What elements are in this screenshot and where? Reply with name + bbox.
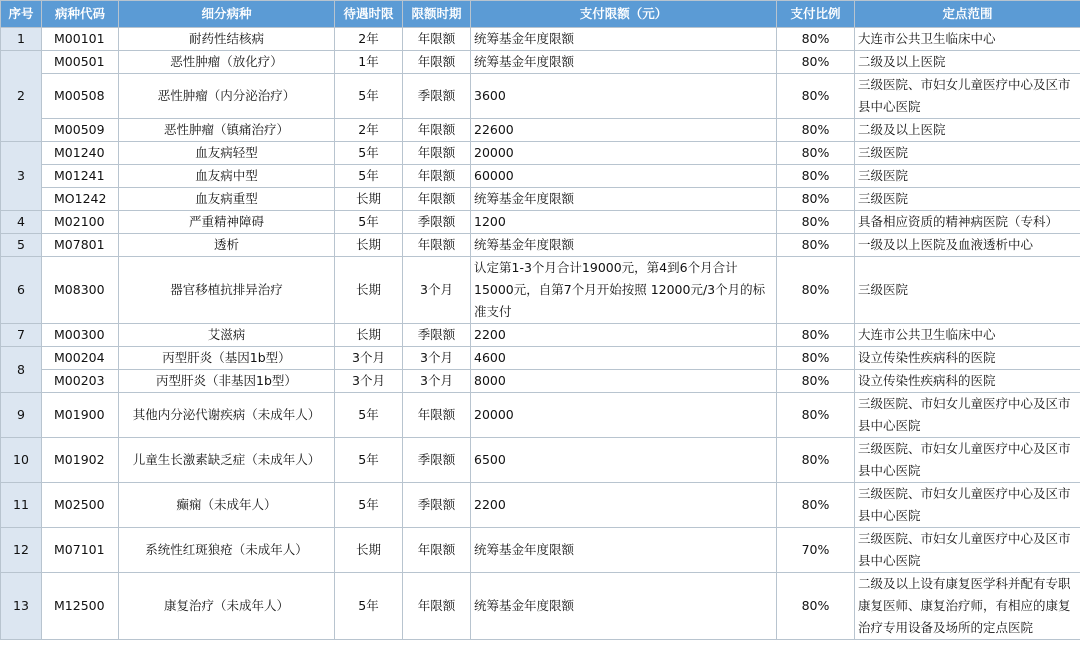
limit-cell: 60000 xyxy=(471,165,777,188)
limit-cell: 统筹基金年度限额 xyxy=(471,528,777,573)
table-row xyxy=(1,188,1080,211)
scope-cell: 大连市公共卫生临床中心 xyxy=(855,324,1080,347)
scope-cell: 二级及以上医院 xyxy=(855,51,1080,74)
scope-cell: 三级医院、市妇女儿童医疗中心及区市县中心医院 xyxy=(855,483,1080,528)
table-row xyxy=(1,573,1080,640)
period-cell: 3个月 xyxy=(403,347,471,370)
seq-cell: 7 xyxy=(1,324,42,347)
scope-cell: 设立传染性疾病科的医院 xyxy=(855,347,1080,370)
seq-cell: 11 xyxy=(1,483,42,528)
ratio-cell: 80% xyxy=(777,324,855,347)
code-cell: M00300 xyxy=(42,324,119,347)
scope-cell: 三级医院 xyxy=(855,188,1080,211)
name-cell: 癫痫（未成年人） xyxy=(119,483,335,528)
term-cell: 3个月 xyxy=(335,370,403,393)
ratio-cell: 80% xyxy=(777,142,855,165)
period-cell: 季限额 xyxy=(403,438,471,483)
limit-cell: 统筹基金年度限额 xyxy=(471,573,777,640)
code-cell: M08300 xyxy=(42,257,119,324)
table-row xyxy=(1,211,1080,234)
code-cell: M02100 xyxy=(42,211,119,234)
name-cell: 其他内分泌代谢疾病（未成年人） xyxy=(119,393,335,438)
period-cell: 3个月 xyxy=(403,257,471,324)
table-row xyxy=(1,74,1080,119)
limit-cell: 2200 xyxy=(471,483,777,528)
table-row xyxy=(1,347,1080,370)
ratio-cell: 80% xyxy=(777,257,855,324)
code-cell: M00101 xyxy=(42,28,119,51)
ratio-cell: 80% xyxy=(777,393,855,438)
code-cell: M00508 xyxy=(42,74,119,119)
ratio-cell: 80% xyxy=(777,51,855,74)
name-cell: 透析 xyxy=(119,234,335,257)
period-cell: 年限额 xyxy=(403,119,471,142)
period-cell: 年限额 xyxy=(403,393,471,438)
term-cell: 长期 xyxy=(335,324,403,347)
scope-cell: 三级医院、市妇女儿童医疗中心及区市县中心医院 xyxy=(855,438,1080,483)
scope-cell: 设立传染性疾病科的医院 xyxy=(855,370,1080,393)
period-cell: 年限额 xyxy=(403,188,471,211)
period-cell: 季限额 xyxy=(403,211,471,234)
header-term: 待遇时限 xyxy=(335,1,403,28)
code-cell: M12500 xyxy=(42,573,119,640)
name-cell: 康复治疗（未成年人） xyxy=(119,573,335,640)
code-cell: M01902 xyxy=(42,438,119,483)
term-cell: 3个月 xyxy=(335,347,403,370)
name-cell: 血友病轻型 xyxy=(119,142,335,165)
table-row xyxy=(1,438,1080,483)
ratio-cell: 80% xyxy=(777,74,855,119)
code-cell: M07801 xyxy=(42,234,119,257)
ratio-cell: 80% xyxy=(777,28,855,51)
header-name: 细分病种 xyxy=(119,1,335,28)
ratio-cell: 80% xyxy=(777,211,855,234)
term-cell: 5年 xyxy=(335,142,403,165)
term-cell: 长期 xyxy=(335,257,403,324)
table-row xyxy=(1,483,1080,528)
term-cell: 5年 xyxy=(335,393,403,438)
code-cell: M00204 xyxy=(42,347,119,370)
table-row xyxy=(1,119,1080,142)
period-cell: 年限额 xyxy=(403,142,471,165)
seq-cell: 1 xyxy=(1,28,42,51)
term-cell: 5年 xyxy=(335,74,403,119)
seq-cell: 9 xyxy=(1,393,42,438)
period-cell: 年限额 xyxy=(403,28,471,51)
limit-cell: 统筹基金年度限额 xyxy=(471,28,777,51)
limit-cell: 1200 xyxy=(471,211,777,234)
table-row xyxy=(1,28,1080,51)
term-cell: 长期 xyxy=(335,234,403,257)
scope-cell: 二级及以上设有康复医学科并配有专职康复医师、康复治疗师，有相应的康复治疗专用设备及场所的定点医院 xyxy=(855,573,1080,640)
seq-cell: 8 xyxy=(1,347,42,393)
table-row xyxy=(1,257,1080,324)
limit-cell: 统筹基金年度限额 xyxy=(471,234,777,257)
ratio-cell: 80% xyxy=(777,573,855,640)
table-row xyxy=(1,51,1080,74)
name-cell: 严重精神障碍 xyxy=(119,211,335,234)
ratio-cell: 80% xyxy=(777,188,855,211)
term-cell: 长期 xyxy=(335,528,403,573)
header-seq: 序号 xyxy=(1,1,42,28)
scope-cell: 三级医院、市妇女儿童医疗中心及区市县中心医院 xyxy=(855,528,1080,573)
limit-cell: 2200 xyxy=(471,324,777,347)
name-cell: 血友病重型 xyxy=(119,188,335,211)
limit-cell: 4600 xyxy=(471,347,777,370)
ratio-cell: 70% xyxy=(777,528,855,573)
ratio-cell: 80% xyxy=(777,370,855,393)
code-cell: M00203 xyxy=(42,370,119,393)
table-row xyxy=(1,528,1080,573)
limit-cell: 22600 xyxy=(471,119,777,142)
ratio-cell: 80% xyxy=(777,483,855,528)
seq-cell: 2 xyxy=(1,51,42,142)
scope-cell: 二级及以上医院 xyxy=(855,119,1080,142)
code-cell: M00501 xyxy=(42,51,119,74)
name-cell: 血友病中型 xyxy=(119,165,335,188)
name-cell: 恶性肿瘤（放化疗） xyxy=(119,51,335,74)
scope-cell: 三级医院、市妇女儿童医疗中心及区市县中心医院 xyxy=(855,393,1080,438)
header-period: 限额时期 xyxy=(403,1,471,28)
limit-cell: 认定第1-3个月合计19000元，第4到6个月合计15000元，自第7个月开始按照 12000元/3个月的标准支付 xyxy=(471,257,777,324)
table-row xyxy=(1,393,1080,438)
table-row xyxy=(1,234,1080,257)
header-row xyxy=(1,1,1080,28)
term-cell: 5年 xyxy=(335,438,403,483)
term-cell: 5年 xyxy=(335,573,403,640)
period-cell: 季限额 xyxy=(403,74,471,119)
limit-cell: 统筹基金年度限额 xyxy=(471,188,777,211)
name-cell: 耐药性结核病 xyxy=(119,28,335,51)
name-cell: 恶性肿瘤（内分泌治疗） xyxy=(119,74,335,119)
limit-cell: 3600 xyxy=(471,74,777,119)
scope-cell: 一级及以上医院及血液透析中心 xyxy=(855,234,1080,257)
term-cell: 5年 xyxy=(335,211,403,234)
name-cell: 系统性红斑狼疮（未成年人） xyxy=(119,528,335,573)
limit-cell: 6500 xyxy=(471,438,777,483)
period-cell: 年限额 xyxy=(403,528,471,573)
term-cell: 2年 xyxy=(335,119,403,142)
seq-cell: 12 xyxy=(1,528,42,573)
code-cell: M01240 xyxy=(42,142,119,165)
table-row xyxy=(1,370,1080,393)
scope-cell: 具备相应资质的精神病医院（专科） xyxy=(855,211,1080,234)
ratio-cell: 80% xyxy=(777,234,855,257)
code-cell: M00509 xyxy=(42,119,119,142)
code-cell: MO1242 xyxy=(42,188,119,211)
ratio-cell: 80% xyxy=(777,119,855,142)
limit-cell: 20000 xyxy=(471,142,777,165)
table-row xyxy=(1,324,1080,347)
ratio-cell: 80% xyxy=(777,347,855,370)
seq-cell: 6 xyxy=(1,257,42,324)
limit-cell: 8000 xyxy=(471,370,777,393)
term-cell: 5年 xyxy=(335,165,403,188)
code-cell: M02500 xyxy=(42,483,119,528)
name-cell: 丙型肝炎（基因1b型） xyxy=(119,347,335,370)
name-cell: 儿童生长激素缺乏症（未成年人） xyxy=(119,438,335,483)
seq-cell: 10 xyxy=(1,438,42,483)
ratio-cell: 80% xyxy=(777,165,855,188)
period-cell: 季限额 xyxy=(403,483,471,528)
table-row xyxy=(1,142,1080,165)
term-cell: 5年 xyxy=(335,483,403,528)
seq-cell: 4 xyxy=(1,211,42,234)
period-cell: 年限额 xyxy=(403,234,471,257)
name-cell: 恶性肿瘤（镇痛治疗） xyxy=(119,119,335,142)
code-cell: M07101 xyxy=(42,528,119,573)
scope-cell: 三级医院 xyxy=(855,165,1080,188)
term-cell: 长期 xyxy=(335,188,403,211)
table-row xyxy=(1,165,1080,188)
seq-cell: 5 xyxy=(1,234,42,257)
scope-cell: 三级医院、市妇女儿童医疗中心及区市县中心医院 xyxy=(855,74,1080,119)
scope-cell: 大连市公共卫生临床中心 xyxy=(855,28,1080,51)
period-cell: 年限额 xyxy=(403,165,471,188)
header-scope: 定点范围 xyxy=(855,1,1080,28)
header-limit: 支付限额（元） xyxy=(471,1,777,28)
code-cell: M01241 xyxy=(42,165,119,188)
period-cell: 年限额 xyxy=(403,573,471,640)
scope-cell: 三级医院 xyxy=(855,257,1080,324)
header-code: 病种代码 xyxy=(42,1,119,28)
header-ratio: 支付比例 xyxy=(777,1,855,28)
code-cell: M01900 xyxy=(42,393,119,438)
seq-cell: 13 xyxy=(1,573,42,640)
scope-cell: 三级医院 xyxy=(855,142,1080,165)
term-cell: 1年 xyxy=(335,51,403,74)
name-cell: 丙型肝炎（非基因1b型） xyxy=(119,370,335,393)
limit-cell: 20000 xyxy=(471,393,777,438)
period-cell: 3个月 xyxy=(403,370,471,393)
name-cell: 器官移植抗排异治疗 xyxy=(119,257,335,324)
ratio-cell: 80% xyxy=(777,438,855,483)
period-cell: 季限额 xyxy=(403,324,471,347)
name-cell: 艾滋病 xyxy=(119,324,335,347)
seq-cell: 3 xyxy=(1,142,42,211)
period-cell: 年限额 xyxy=(403,51,471,74)
term-cell: 2年 xyxy=(335,28,403,51)
limit-cell: 统筹基金年度限额 xyxy=(471,51,777,74)
